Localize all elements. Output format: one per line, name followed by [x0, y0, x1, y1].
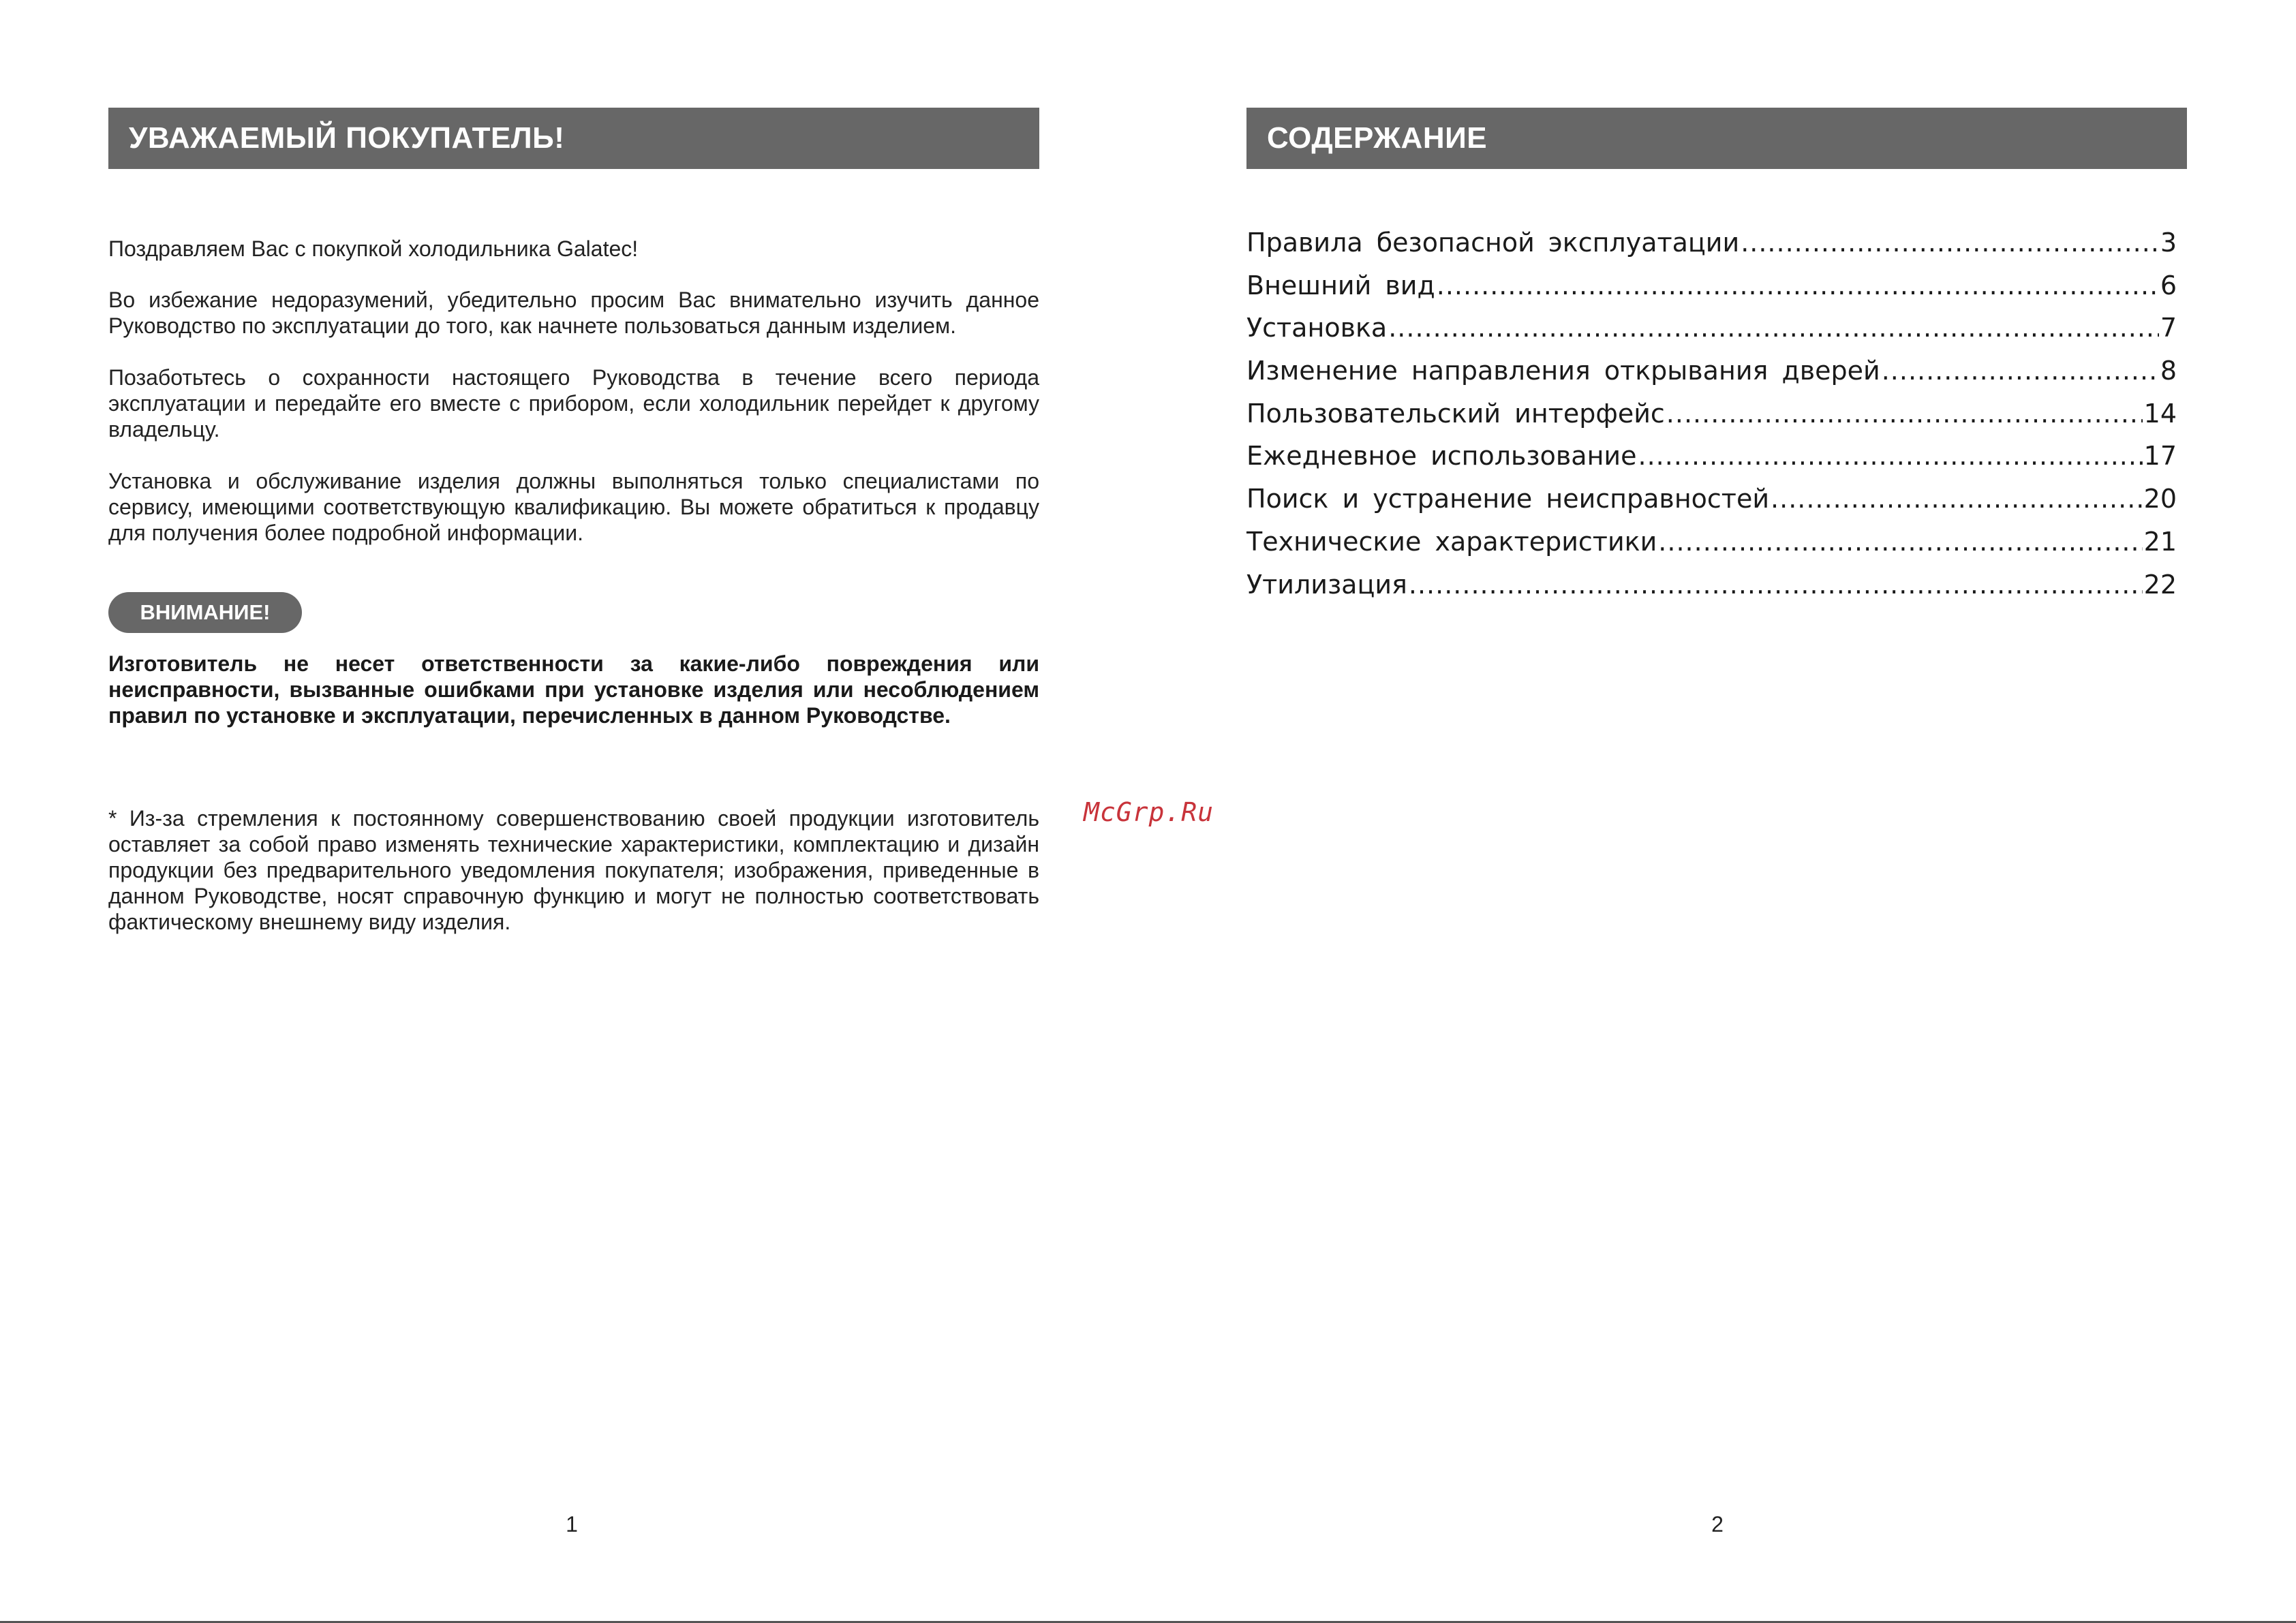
toc-item-label: Пользовательский интерфейс [1246, 398, 1665, 429]
toc-item-label: Утилизация [1246, 569, 1407, 600]
greeting-header: УВАЖАЕМЫЙ ПОКУПАТЕЛЬ! [108, 108, 1039, 169]
table-of-contents [1246, 228, 2177, 612]
toc-leader-dots [1388, 313, 2159, 343]
toc-item-page: 14 [2143, 398, 2177, 429]
toc-leader-dots [1666, 399, 2143, 429]
toc-item-label: Поиск и устранение неисправностей [1246, 484, 1770, 514]
toc-item-page: 17 [2143, 441, 2177, 472]
toc-leader-dots [1771, 484, 2143, 514]
toc-item-appearance[interactable] [1246, 270, 2177, 313]
congratulation-paragraph: Поздравляем Вас с покупкой холодильника Galatec! [108, 236, 639, 261]
toc-item-page: 6 [2160, 270, 2177, 300]
toc-item-page: 3 [2160, 228, 2177, 258]
toc-leader-dots [1638, 441, 2143, 471]
warning-text: Изготовитель не несет ответственности за какие-либо повреждения или неисправности, вызванные ошибками при установке изделия или несоблюдением правил по установке и эксплуатации, перечисленных в данном Руководстве. [108, 651, 1039, 728]
toc-item-label: Правила безопасной эксплуатации [1246, 228, 1740, 258]
page-number-right: 2 [1711, 1512, 1724, 1536]
toc-leader-dots [1409, 570, 2143, 600]
toc-leader-dots [1882, 356, 2159, 386]
toc-item-label: Изменение направления открывания дверей [1246, 356, 1880, 386]
contents-header: СОДЕРЖАНИЕ [1246, 108, 2187, 169]
toc-item-specifications[interactable] [1246, 527, 2177, 570]
page-number-left: 1 [566, 1512, 578, 1536]
watermark-logo: McGrp.Ru [1084, 797, 1214, 827]
toc-item-page: 20 [2143, 484, 2177, 514]
toc-item-page: 21 [2143, 526, 2177, 557]
toc-item-page: 22 [2143, 569, 2177, 600]
toc-item-page: 8 [2160, 356, 2177, 386]
warning-badge: ВНИМАНИЕ! [108, 592, 302, 633]
toc-item-user-interface[interactable] [1246, 399, 2177, 442]
keep-manual-paragraph: Позаботьтесь о сохранности настоящего Руководства в течение всего периода эксплуатации и передайте его вместе с прибором, если холодильник перейдет к другому владельцу. [108, 365, 1039, 442]
toc-item-label: Установка [1246, 313, 1388, 343]
toc-leader-dots [1437, 270, 2159, 300]
service-paragraph: Установка и обслуживание изделия должны выполняться только специалистами по сервису, имеющими соответствующую квалификацию. Вы можете обратиться к продавцу для получения более подробной информации. [108, 469, 1039, 545]
toc-item-disposal[interactable] [1246, 570, 2177, 613]
toc-item-door-reversal[interactable] [1246, 356, 2177, 399]
toc-leader-dots [1741, 228, 2159, 258]
toc-item-label: Ежедневное использование [1246, 441, 1637, 472]
footnote: * Из-за стремления к постоянному совершенствованию своей продукции изготовитель оставляет за собой право изменять технические характеристики, комплектацию и дизайн продукции без предварительного уведомления покупателя; изображения, приведенные в данном Руководстве, носят справочную функцию и могут не полностью соответствовать фактическому внешнему виду изделия. [108, 806, 1039, 934]
toc-item-label: Технические характеристики [1246, 526, 1657, 557]
toc-item-label: Внешний вид [1246, 270, 1435, 300]
toc-item-daily-use[interactable] [1246, 441, 2177, 484]
toc-item-safety[interactable] [1246, 228, 2177, 270]
right-page [1148, 0, 2296, 1623]
read-manual-paragraph: Во избежание недоразумений, убедительно просим Вас внимательно изучить данное Руководство по эксплуатации до того, как начнете пользоваться данным изделием. [108, 288, 1039, 338]
toc-item-troubleshooting[interactable] [1246, 484, 2177, 527]
toc-item-page: 7 [2160, 313, 2177, 343]
toc-item-installation[interactable] [1246, 313, 2177, 356]
toc-leader-dots [1658, 527, 2142, 557]
